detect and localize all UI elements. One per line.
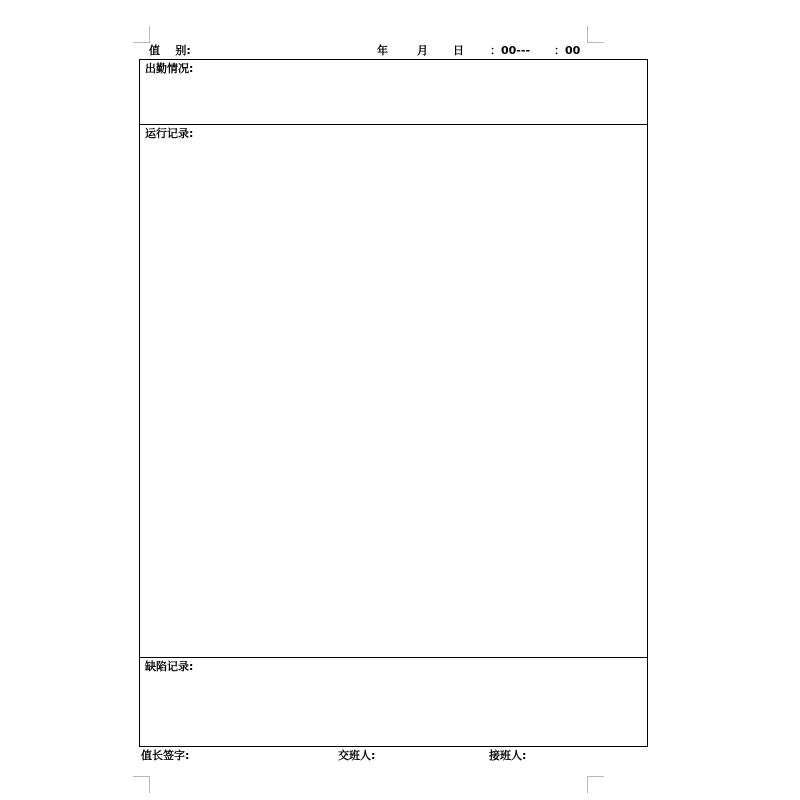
shift-log-form xyxy=(139,59,648,747)
operation-record-field[interactable] xyxy=(145,143,642,654)
day-label: 日 xyxy=(453,44,464,57)
operation-record-label: 运行记录: xyxy=(145,127,194,140)
crop-mark-top-right xyxy=(587,26,604,43)
defect-record-section xyxy=(140,658,647,746)
time-end-label: ：00 xyxy=(554,44,581,57)
shift-label: 值 别: xyxy=(149,44,191,57)
attendance-field[interactable] xyxy=(145,78,642,121)
takeover-person-label: 接班人: xyxy=(489,749,527,762)
shift-leader-signature-label: 值长签字: xyxy=(141,749,190,762)
attendance-section xyxy=(140,60,647,125)
crop-mark-bottom-right xyxy=(587,776,604,793)
time-start-label: ：00--- xyxy=(490,44,531,57)
defect-record-label: 缺陷记录: xyxy=(145,660,194,673)
month-label: 月 xyxy=(417,44,428,57)
crop-mark-top-left xyxy=(133,26,150,43)
defect-record-field[interactable] xyxy=(145,676,642,743)
crop-mark-bottom-left xyxy=(133,776,150,793)
attendance-label: 出勤情况: xyxy=(145,62,194,75)
handover-person-label: 交班人: xyxy=(338,749,376,762)
operation-record-section xyxy=(140,125,647,658)
year-label: 年 xyxy=(377,44,388,57)
